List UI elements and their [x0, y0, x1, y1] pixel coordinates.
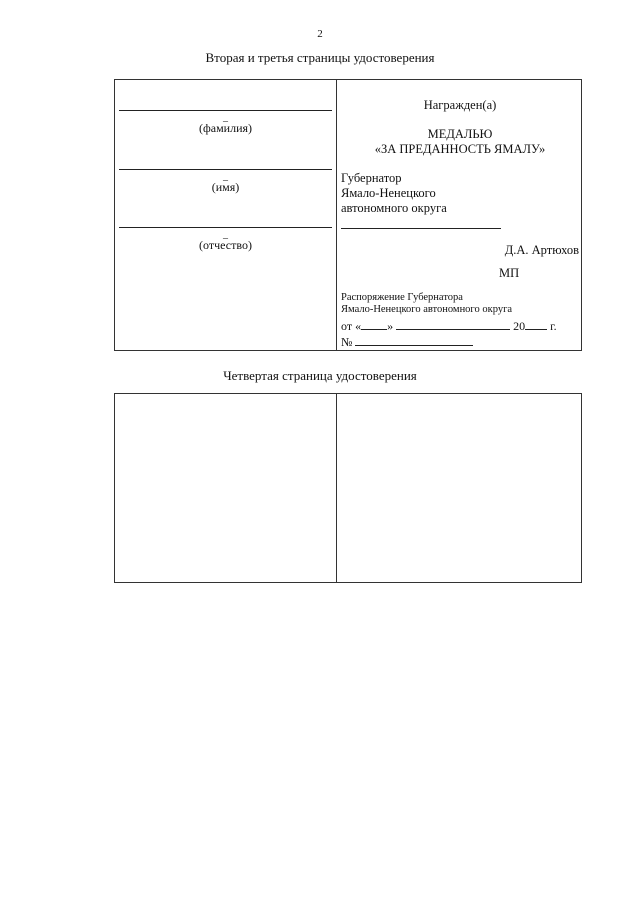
- date-close-quote: »: [387, 319, 394, 333]
- surname-label: (фамилия): [198, 121, 253, 135]
- year-blank: [525, 317, 547, 330]
- caption-dash: _: [223, 229, 228, 240]
- governor-title-line-2: Ямало-Ненецкого: [341, 186, 436, 200]
- date-prefix: от «: [341, 319, 362, 333]
- order-title-line-2: Ямало-Ненецкого автономного округа: [341, 304, 513, 315]
- back-page-fold-divider: [336, 393, 337, 583]
- order-number-line: [341, 333, 473, 350]
- first-name-fill-line: [119, 169, 332, 170]
- section-title-pages-2-3: Вторая и третья страницы удостоверения: [205, 50, 435, 65]
- section-title-page-4: Четвертая страница удостоверения: [223, 368, 417, 383]
- page-number: 2: [317, 28, 323, 40]
- caption-dash: _: [223, 112, 228, 123]
- medal-title-line-1: МЕДАЛЬЮ: [427, 127, 493, 141]
- medal-title-line-2: «ЗА ПРЕДАННОСТЬ ЯМАЛУ»: [374, 142, 546, 156]
- back-page-frame: [114, 393, 582, 583]
- patronymic-fill-line: [119, 227, 332, 228]
- surname-caption: [119, 112, 332, 135]
- day-blank: [361, 317, 387, 330]
- awarded-text: Награжден(а): [423, 98, 497, 112]
- governor-title-line-3: автономного округа: [341, 201, 447, 215]
- first-name-label: (имя): [211, 180, 240, 194]
- caption-dash: _: [223, 171, 228, 182]
- date-suffix: г.: [550, 319, 557, 333]
- surname-fill-line: [119, 110, 332, 111]
- patronymic-caption: [119, 229, 332, 252]
- seal-placeholder: МП: [499, 266, 520, 280]
- signature-line: [341, 228, 501, 229]
- signatory-name: Д.А. Артюхов: [504, 243, 579, 257]
- governor-title-line-1: Губернатор: [341, 171, 402, 185]
- order-date-line: [341, 317, 557, 334]
- month-blank: [396, 317, 510, 330]
- number-prefix: №: [341, 335, 353, 349]
- date-year-prefix: 20: [513, 319, 526, 333]
- order-title-line-1: Распоряжение Губернатора: [341, 292, 463, 303]
- patronymic-label: (отчество): [199, 238, 252, 252]
- spread-fold-divider: [336, 79, 337, 351]
- number-blank: [355, 333, 473, 346]
- first-name-caption: [119, 171, 332, 194]
